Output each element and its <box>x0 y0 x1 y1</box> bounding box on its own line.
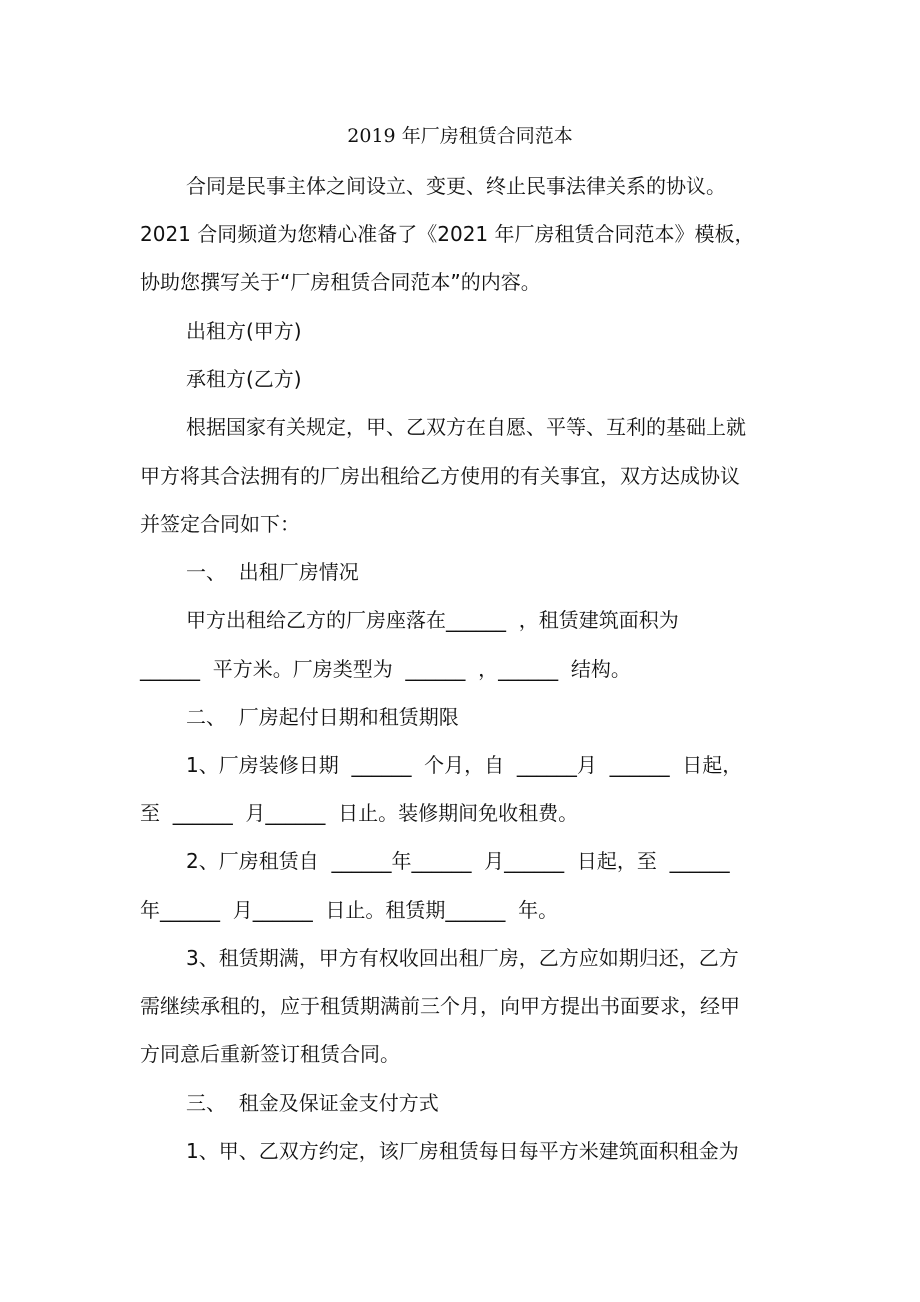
paragraph-line: 2021 合同频道为您精心准备了《2021 年厂房租赁合同范本》模板， <box>140 222 755 246</box>
paragraph-line: 根据国家有关规定，甲、乙双方在自愿、平等、互利的基础上就 <box>186 415 746 439</box>
paragraph-line: 甲方出租给乙方的厂房座落在______ ，租赁建筑面积为 <box>186 608 679 632</box>
paragraph-line: 需继续承租的，应于租赁期满前三个月，向甲方提出书面要求，经甲 <box>140 994 740 1018</box>
paragraph-line: 2、厂房租赁自 ______年______ 月______ 日起，至 ______ <box>186 849 730 873</box>
paragraph-line: 方同意后重新签订租赁合同。 <box>140 1042 400 1066</box>
section-heading: 三、 租金及保证金支付方式 <box>186 1091 439 1115</box>
paragraph-line: 1、甲、乙双方约定，该厂房租赁每日每平方米建筑面积租金为 <box>186 1139 739 1163</box>
document-title: 2019 年厂房租赁合同范本 <box>347 125 573 147</box>
lessee-label: 承租方(乙方) <box>186 367 302 391</box>
paragraph-line: 至 ______ 月______ 日止。装修期间免收租费。 <box>140 801 579 825</box>
paragraph-line: 3、租赁期满，甲方有权收回出租厂房，乙方应如期归还，乙方 <box>186 946 739 970</box>
paragraph-line: ______ 平方米。厂房类型为 ______ ，______ 结构。 <box>140 657 631 681</box>
lessor-label: 出租方(甲方) <box>186 319 302 343</box>
paragraph-line: 合同是民事主体之间设立、变更、终止民事法律关系的协议。 <box>186 174 726 198</box>
paragraph-line: 1、厂房装修日期 ______ 个月，自 ______月 ______ 日起， <box>186 753 743 777</box>
paragraph-line: 协助您撰写关于“厂房租赁合同范本”的内容。 <box>140 270 541 294</box>
paragraph-line: 年______ 月______ 日止。租赁期______ 年。 <box>140 898 559 922</box>
section-heading: 一、 出租厂房情况 <box>186 560 359 584</box>
paragraph-line: 并签定合同如下： <box>140 512 300 536</box>
paragraph-line: 甲方将其合法拥有的厂房出租给乙方使用的有关事宜，双方达成协议 <box>140 464 740 488</box>
section-heading: 二、 厂房起付日期和租赁期限 <box>186 705 459 729</box>
